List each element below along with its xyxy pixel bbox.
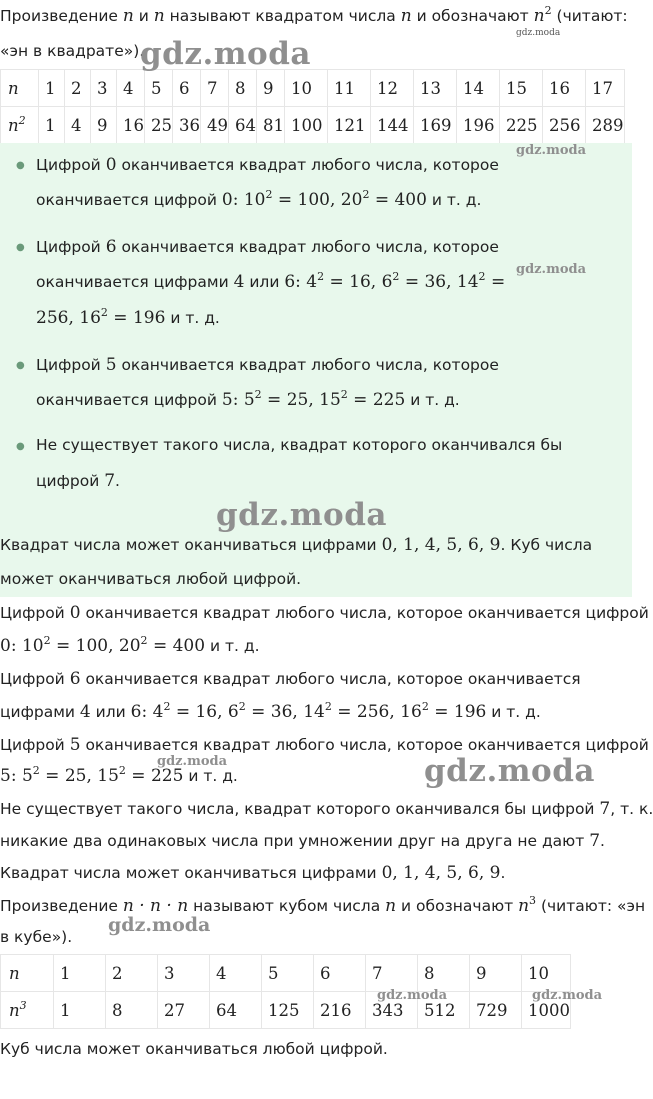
text: Квадрат числа может оканчиваться цифрами [0, 864, 382, 882]
var-n: n [518, 896, 530, 916]
header-cell [1, 70, 39, 107]
math: = 16, 6 [170, 702, 239, 722]
table-cell: 216 [314, 992, 366, 1029]
text: и т. д. [165, 309, 220, 327]
math: 4 [233, 272, 245, 292]
math: = 25, 15 [39, 766, 119, 786]
table-cell: 196 [457, 107, 500, 144]
exponent: 2 [100, 306, 108, 319]
watermark-logo: gdz.moda [532, 988, 603, 1003]
table-cell: 15 [500, 70, 543, 107]
intro-text: Произведение [0, 7, 123, 25]
table-cell: 1 [54, 955, 106, 992]
table-cell: 9 [257, 70, 285, 107]
exponent: 2 [324, 700, 332, 713]
bullet-2-line-3 [36, 308, 220, 328]
math: = 196 [107, 308, 166, 328]
watermark-logo: gdz.moda [108, 914, 211, 936]
intro-text: называют квадратом числа [164, 7, 401, 25]
text: цифрой [36, 472, 105, 490]
text: и т. д. [486, 703, 541, 721]
exponent: 2 [421, 700, 429, 713]
table-cell: 144 [371, 107, 414, 144]
table-row [1, 70, 625, 107]
table-cell: 8 [229, 70, 257, 107]
math: = 400 [369, 190, 427, 210]
bullet-icon: ● [16, 360, 25, 371]
math: = 36, 14 [245, 702, 325, 722]
table-cell: 3 [158, 955, 210, 992]
bullet-icon: ● [16, 160, 25, 171]
digit: 7 [104, 471, 116, 491]
table-cell: 81 [257, 107, 285, 144]
para-6-line-1 [0, 896, 645, 916]
exponent: 2 [18, 113, 26, 127]
squares-table [0, 69, 625, 144]
text: . [115, 472, 120, 490]
table-cell: 36 [173, 107, 201, 144]
math: 0, 1, 4, 5, 6, 9 [381, 535, 501, 555]
para-1-line-2 [0, 636, 260, 656]
table-cell: 512 [418, 992, 470, 1029]
math: = 225 [125, 766, 184, 786]
text: Не существует такого числа, квадрат которого оканчивался бы цифрой [0, 800, 600, 818]
intro-text: и обозначают [411, 7, 534, 25]
text: Квадрат числа может оканчиваться цифрами [0, 536, 382, 554]
header-cell [1, 992, 54, 1029]
math: = 100, 20 [50, 636, 141, 656]
text: Цифрой [0, 670, 70, 688]
table-cell: 17 [586, 70, 625, 107]
header-cell [1, 955, 54, 992]
table-cell: 5 [262, 955, 314, 992]
text: оканчивается квадрат любого числа, которое [116, 356, 499, 374]
exponent: 2 [163, 700, 171, 713]
intro-line-1 [0, 6, 628, 26]
bullet-4-line-1 [36, 436, 562, 454]
table-cell: 3 [91, 70, 117, 107]
math: 0, 1, 4, 5, 6, 9 [381, 863, 501, 883]
math: = 25, 15 [261, 390, 341, 410]
math: = 16, 6 [324, 272, 393, 292]
table-cell: 14 [457, 70, 500, 107]
var-n: n [385, 896, 397, 916]
math: n · n · n [122, 896, 189, 916]
table-cell: 27 [158, 992, 210, 1029]
para-3-line-2 [0, 766, 238, 786]
var-n: n [9, 1000, 20, 1020]
math: = [485, 272, 506, 292]
table-cell: 7 [366, 955, 418, 992]
bullet-3-line-2 [36, 390, 460, 410]
table-cell: 4 [65, 107, 91, 144]
bullet-2-line-1 [36, 237, 499, 257]
table-cell: 16 [543, 70, 586, 107]
text: оканчивается квадрат любого числа, которое [116, 156, 499, 174]
var-n: n [400, 6, 412, 26]
bullet-2-line-2 [36, 272, 505, 292]
var-n: n [122, 6, 134, 26]
table-cell: 9 [91, 107, 117, 144]
digit: 0 [105, 155, 117, 175]
exponent: 3 [529, 894, 537, 907]
text: Цифрой [36, 356, 106, 374]
math: = 256, 16 [331, 702, 422, 722]
math: 4 [79, 702, 91, 722]
watermark-logo: gdz.moda [157, 754, 228, 769]
var-n: n [8, 78, 19, 98]
text: Цифрой [0, 736, 70, 754]
exponent: 2 [238, 700, 246, 713]
watermark-logo: gdz.moda [140, 36, 311, 72]
digit: 7 [589, 831, 601, 851]
text: оканчивается квадрат любого числа, которое оканчивается [80, 670, 581, 688]
exponent: 2 [362, 188, 370, 201]
bullet-3-line-1 [36, 355, 499, 375]
table-cell: 10 [285, 70, 328, 107]
text: или [90, 703, 131, 721]
para-2-line-1 [0, 669, 581, 689]
conclusion-line-1 [0, 535, 592, 555]
text: оканчивается цифрами [36, 273, 234, 291]
watermark-logo: gdz.moda [516, 262, 587, 277]
math: = 400 [147, 636, 206, 656]
table-cell: 343 [366, 992, 418, 1029]
text: (читают: «эн [536, 897, 646, 915]
text: и т. д. [205, 637, 260, 655]
math: 0: 10 [221, 190, 266, 210]
text: цифрами [0, 703, 80, 721]
table-cell: 1000 [522, 992, 571, 1029]
watermark-logo: gdz.moda [516, 143, 587, 158]
math: 5: 5 [0, 766, 33, 786]
text: Цифрой [36, 238, 106, 256]
math: = 100, 20 [272, 190, 363, 210]
table-cell: 25 [145, 107, 173, 144]
digit: 6 [69, 669, 81, 689]
math: = 196 [428, 702, 487, 722]
table-cell: 2 [106, 955, 158, 992]
table-cell: 64 [229, 107, 257, 144]
table-cell: 729 [470, 992, 522, 1029]
exponent: 2 [43, 634, 51, 647]
exponent: 2 [392, 270, 400, 283]
header-cell [1, 107, 39, 144]
table-cell: 4 [210, 955, 262, 992]
text: и т. д. [426, 191, 482, 209]
math: 6: 4 [284, 272, 318, 292]
table-row [1, 107, 625, 144]
math: = 225 [347, 390, 406, 410]
math: 6: 4 [130, 702, 164, 722]
digit: 5 [105, 355, 117, 375]
table-cell: 289 [586, 107, 625, 144]
digit: 0 [69, 603, 81, 623]
watermark-logo: gdz.moda [424, 753, 595, 789]
math: 5: 5 [221, 390, 255, 410]
text: Произведение [0, 897, 123, 915]
para-1-line-1 [0, 603, 649, 623]
exponent: 2 [317, 270, 325, 283]
table-cell: 11 [328, 70, 371, 107]
text: оканчивается квадрат любого числа, которое оканчивается цифрой [80, 736, 649, 754]
intro-text: (читают: [551, 7, 628, 25]
var-n: n [9, 963, 20, 983]
table-cell: 1 [39, 107, 65, 144]
exponent: 2 [265, 188, 273, 201]
table-cell: 2 [65, 70, 91, 107]
table-cell: 49 [201, 107, 229, 144]
table-cell: 1 [54, 992, 106, 1029]
table-cell: 64 [210, 992, 262, 1029]
table-cell: 121 [328, 107, 371, 144]
var-n: n [533, 6, 545, 26]
bullet-icon: ● [16, 441, 25, 452]
table-cell: 225 [500, 107, 543, 144]
exponent: 2 [478, 270, 486, 283]
table-cell: 256 [543, 107, 586, 144]
exponent: 2 [32, 764, 40, 777]
table-cell: 6 [314, 955, 366, 992]
text: . [500, 864, 506, 882]
conclusion-line-2: может оканчиваться любой цифрой. [0, 570, 302, 588]
text: оканчивается квадрат любого числа, которое [116, 238, 499, 256]
text: никакие два одинаковых числа при умножении друг на друга не дают [0, 832, 590, 850]
final-line: Куб числа может оканчиваться любой цифрой. [0, 1040, 388, 1058]
exponent: 3 [19, 998, 27, 1012]
text: или [244, 273, 285, 291]
table-cell: 10 [522, 955, 571, 992]
var-n: n [8, 115, 19, 135]
text: Не существует такого числа, квадрат которого оканчивался бы [36, 436, 563, 454]
table-cell: 4 [117, 70, 145, 107]
watermark-logo: gdz.moda [516, 28, 561, 38]
table-cell: 9 [470, 955, 522, 992]
text: оканчивается квадрат любого числа, которое оканчивается цифрой [80, 604, 649, 622]
para-4-line-1 [0, 799, 653, 819]
text: Цифрой [36, 156, 106, 174]
table-row [1, 992, 571, 1029]
bullet-1-line-1 [36, 155, 499, 175]
bullet-1-line-2 [36, 190, 481, 210]
text: и обозначают [396, 897, 519, 915]
text: , т. к. [610, 800, 653, 818]
table-cell: 100 [285, 107, 328, 144]
table-row [1, 955, 571, 992]
para-6-line-2: в кубе»). [0, 928, 73, 946]
bullet-4-line-2 [36, 471, 120, 491]
table-cell: 6 [173, 70, 201, 107]
cubes-table [0, 954, 571, 1029]
text: называют кубом числа [188, 897, 386, 915]
para-2-line-2 [0, 702, 541, 722]
table-cell: 7 [201, 70, 229, 107]
watermark-logo: gdz.moda [216, 497, 387, 533]
table-cell: 169 [414, 107, 457, 144]
table-cell: 1 [39, 70, 65, 107]
text: . Куб числа [500, 536, 593, 554]
text: и т. д. [405, 391, 460, 409]
exponent: 2 [140, 634, 148, 647]
digit: 6 [105, 237, 117, 257]
table-cell: 125 [262, 992, 314, 1029]
table-cell: 13 [414, 70, 457, 107]
var-n: n [153, 6, 165, 26]
math: 256, 16 [36, 308, 101, 328]
table-cell: 5 [145, 70, 173, 107]
para-3-line-1 [0, 735, 649, 755]
text: . [600, 832, 605, 850]
text: оканчивается цифрой [36, 391, 222, 409]
table-cell: 12 [371, 70, 414, 107]
exponent: 2 [340, 388, 348, 401]
table-cell: 16 [117, 107, 145, 144]
text: оканчивается цифрой [36, 191, 222, 209]
digit: 5 [69, 735, 81, 755]
para-5 [0, 863, 505, 883]
math: 0: 10 [0, 636, 44, 656]
para-4-line-2 [0, 831, 605, 851]
exponent: 2 [254, 388, 262, 401]
watermark-logo: gdz.moda [377, 988, 448, 1003]
intro-text: и [133, 7, 154, 25]
digit: 7 [599, 799, 611, 819]
exponent: 2 [544, 4, 552, 17]
math: = 36, 14 [399, 272, 479, 292]
table-cell: 8 [418, 955, 470, 992]
exponent: 2 [118, 764, 126, 777]
bullet-icon: ● [16, 242, 25, 253]
text: Цифрой [0, 604, 70, 622]
intro-line-2: «эн в квадрате»). [0, 42, 145, 60]
table-cell: 8 [106, 992, 158, 1029]
text: и т. д. [183, 767, 238, 785]
